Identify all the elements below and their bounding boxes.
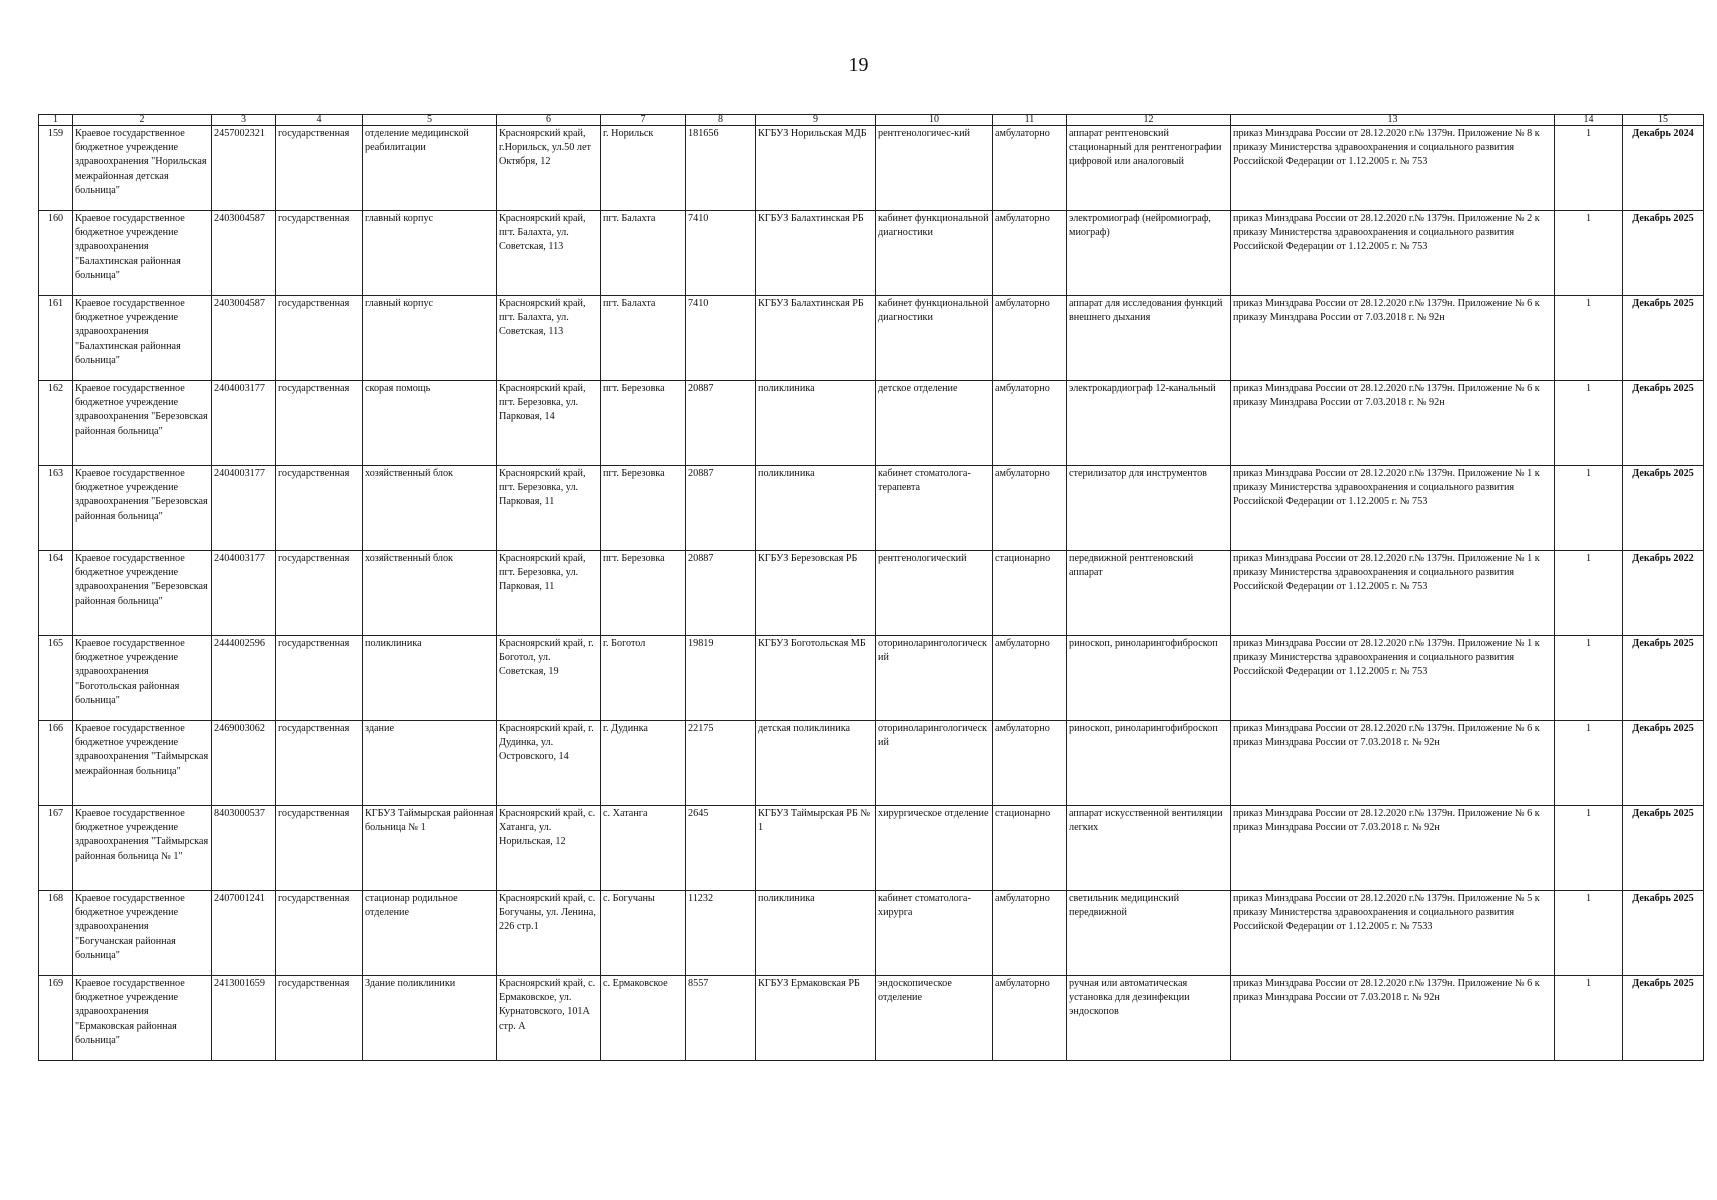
table-row <box>39 211 1704 296</box>
cell-population: 20887 <box>686 551 756 636</box>
cell-ownership-form: государственная <box>276 891 363 976</box>
table-row <box>39 551 1704 636</box>
cell-settlement: г. Норильск <box>601 126 686 211</box>
cell-regulatory-basis: приказ Минздрава России от 28.12.2020 г.№ 1379н. Приложение № 5 к приказу Министерства здравоохранения и социального развития Российской Федерации от 1.12.2005 г. № 7533 <box>1231 891 1555 976</box>
column-header: 15 <box>1623 115 1704 126</box>
column-header: 4 <box>276 115 363 126</box>
cell-subdivision: КГБУЗ Норильская МДБ <box>756 126 876 211</box>
cell-row-number: 161 <box>39 296 73 381</box>
cell-department: эндоскопическое отделение <box>876 976 993 1061</box>
cell-planned-date: Декабрь 2022 <box>1623 551 1704 636</box>
column-header: 10 <box>876 115 993 126</box>
cell-equipment-name: электромиограф (нейромиограф, миограф) <box>1067 211 1231 296</box>
table-row <box>39 891 1704 976</box>
table-row <box>39 126 1704 211</box>
cell-regulatory-basis: приказ Минздрава России от 28.12.2020 г.№ 1379н. Приложение № 1 к приказу Министерства здравоохранения и социального развития Российской Федерации от 1.12.2005 г. № 753 <box>1231 636 1555 721</box>
cell-regulatory-basis: приказ Минздрава России от 28.12.2020 г.№ 1379н. Приложение № 6 к приказ Минздрава России от 7.03.2018 г. № 92н <box>1231 976 1555 1061</box>
table-row <box>39 381 1704 466</box>
cell-ownership-form: государственная <box>276 636 363 721</box>
cell-inn: 2469003062 <box>212 721 276 806</box>
cell-institution-name: Краевое государственное бюджетное учреждение здравоохранения "Таймырская районная больница № 1" <box>73 806 212 891</box>
cell-planned-date: Декабрь 2025 <box>1623 806 1704 891</box>
cell-quantity: 1 <box>1555 806 1623 891</box>
cell-care-conditions: стационарно <box>993 806 1067 891</box>
cell-building: скорая помощь <box>363 381 497 466</box>
cell-row-number: 166 <box>39 721 73 806</box>
cell-care-conditions: амбулаторно <box>993 976 1067 1061</box>
cell-subdivision: КГБУЗ Березовская РБ <box>756 551 876 636</box>
cell-regulatory-basis: приказ Минздрава России от 28.12.2020 г.№ 1379н. Приложение № 6 к приказу Минздрава России от 7.03.2018 г. № 92н <box>1231 381 1555 466</box>
cell-ownership-form: государственная <box>276 466 363 551</box>
cell-institution-name: Краевое государственное бюджетное учреждение здравоохранения "Ермаковская районная больница" <box>73 976 212 1061</box>
cell-institution-name: Краевое государственное бюджетное учреждение здравоохранения "Березовская районная больница" <box>73 551 212 636</box>
cell-planned-date: Декабрь 2025 <box>1623 381 1704 466</box>
cell-building: главный корпус <box>363 211 497 296</box>
cell-equipment-name: риноскоп, риноларингофиброскоп <box>1067 721 1231 806</box>
cell-building: Здание поликлиники <box>363 976 497 1061</box>
column-header: 2 <box>73 115 212 126</box>
cell-ownership-form: государственная <box>276 551 363 636</box>
equipment-table-sheet <box>38 114 1703 1061</box>
column-header: 13 <box>1231 115 1555 126</box>
cell-department: кабинет стоматолога-терапевта <box>876 466 993 551</box>
cell-care-conditions: амбулаторно <box>993 466 1067 551</box>
cell-regulatory-basis: приказ Минздрава России от 28.12.2020 г.№ 1379н. Приложение № 6 к приказу Минздрава России от 7.03.2018 г. № 92н <box>1231 296 1555 381</box>
cell-row-number: 169 <box>39 976 73 1061</box>
cell-quantity: 1 <box>1555 636 1623 721</box>
cell-population: 22175 <box>686 721 756 806</box>
cell-department: кабинет стоматолога-хирурга <box>876 891 993 976</box>
cell-subdivision: КГБУЗ Таймырская РБ № 1 <box>756 806 876 891</box>
cell-ownership-form: государственная <box>276 296 363 381</box>
cell-row-number: 164 <box>39 551 73 636</box>
cell-care-conditions: стационарно <box>993 551 1067 636</box>
cell-equipment-name: светильник медицинский передвижной <box>1067 891 1231 976</box>
cell-institution-name: Краевое государственное бюджетное учреждение здравоохранения "Богучанская районная больница" <box>73 891 212 976</box>
cell-settlement: пгт. Березовка <box>601 551 686 636</box>
cell-settlement: с. Ермаковское <box>601 976 686 1061</box>
cell-care-conditions: амбулаторно <box>993 126 1067 211</box>
table-row <box>39 466 1704 551</box>
cell-settlement: с. Хатанга <box>601 806 686 891</box>
column-header: 11 <box>993 115 1067 126</box>
cell-quantity: 1 <box>1555 381 1623 466</box>
cell-building: хозяйственный блок <box>363 551 497 636</box>
cell-department: рентгенологичес-кий <box>876 126 993 211</box>
table-row <box>39 976 1704 1061</box>
cell-quantity: 1 <box>1555 976 1623 1061</box>
cell-subdivision: поликлиника <box>756 466 876 551</box>
cell-department: кабинет функциональной диагностики <box>876 296 993 381</box>
cell-department: детское отделение <box>876 381 993 466</box>
cell-building: отделение медицинской реабилитации <box>363 126 497 211</box>
cell-inn: 2457002321 <box>212 126 276 211</box>
cell-ownership-form: государственная <box>276 211 363 296</box>
cell-address: Красноярский край, пгт. Балахта, ул. Советская, 113 <box>497 211 601 296</box>
cell-equipment-name: передвижной рентгеновский аппарат <box>1067 551 1231 636</box>
cell-settlement: г. Дудинка <box>601 721 686 806</box>
cell-subdivision: поликлиника <box>756 381 876 466</box>
cell-department: хирургическое отделение <box>876 806 993 891</box>
cell-care-conditions: амбулаторно <box>993 891 1067 976</box>
cell-equipment-name: риноскоп, риноларингофиброскоп <box>1067 636 1231 721</box>
cell-address: Красноярский край, пгт. Березовка, ул. Парковая, 11 <box>497 551 601 636</box>
cell-inn: 2403004587 <box>212 211 276 296</box>
cell-regulatory-basis: приказ Минздрава России от 28.12.2020 г.№ 1379н. Приложение № 1 к приказу Министерства здравоохранения и социального развития Российской Федерации от 1.12.2005 г. № 753 <box>1231 466 1555 551</box>
cell-row-number: 165 <box>39 636 73 721</box>
cell-institution-name: Краевое государственное бюджетное учреждение здравоохранения "Балахтинская районная больница" <box>73 296 212 381</box>
cell-population: 11232 <box>686 891 756 976</box>
cell-institution-name: Краевое государственное бюджетное учреждение здравоохранения "Боготольская районная больница" <box>73 636 212 721</box>
cell-address: Красноярский край, с. Хатанга, ул. Норильская, 12 <box>497 806 601 891</box>
cell-population: 20887 <box>686 381 756 466</box>
cell-population: 8557 <box>686 976 756 1061</box>
cell-inn: 2413001659 <box>212 976 276 1061</box>
cell-department: рентгенологический <box>876 551 993 636</box>
cell-ownership-form: государственная <box>276 976 363 1061</box>
cell-quantity: 1 <box>1555 466 1623 551</box>
cell-subdivision: КГБУЗ Боготольская МБ <box>756 636 876 721</box>
cell-row-number: 159 <box>39 126 73 211</box>
cell-building: поликлиника <box>363 636 497 721</box>
equipment-table <box>38 114 1704 1061</box>
cell-row-number: 163 <box>39 466 73 551</box>
cell-institution-name: Краевое государственное бюджетное учреждение здравоохранения "Норильская межрайонная детская больница" <box>73 126 212 211</box>
cell-settlement: пгт. Балахта <box>601 296 686 381</box>
cell-institution-name: Краевое государственное бюджетное учреждение здравоохранения "Балахтинская районная больница" <box>73 211 212 296</box>
cell-subdivision: КГБУЗ Ермаковская РБ <box>756 976 876 1061</box>
cell-planned-date: Декабрь 2025 <box>1623 636 1704 721</box>
cell-regulatory-basis: приказ Минздрава России от 28.12.2020 г.№ 1379н. Приложение № 2 к приказу Министерства здравоохранения и социального развития Российской Федерации от 1.12.2005 г. № 753 <box>1231 211 1555 296</box>
cell-equipment-name: аппарат рентгеновский стационарный для рентгенографии цифровой или аналоговый <box>1067 126 1231 211</box>
cell-department: оториноларингологический <box>876 721 993 806</box>
cell-inn: 2403004587 <box>212 296 276 381</box>
cell-building: здание <box>363 721 497 806</box>
column-header: 6 <box>497 115 601 126</box>
cell-institution-name: Краевое государственное бюджетное учреждение здравоохранения "Березовская районная больница" <box>73 466 212 551</box>
column-header: 9 <box>756 115 876 126</box>
cell-ownership-form: государственная <box>276 126 363 211</box>
column-header: 3 <box>212 115 276 126</box>
cell-address: Красноярский край, с. Ермаковское, ул. Курнатовского, 101А стр. А <box>497 976 601 1061</box>
cell-settlement: пгт. Балахта <box>601 211 686 296</box>
cell-department: оториноларингологический <box>876 636 993 721</box>
cell-equipment-name: аппарат искусственной вентиляции легких <box>1067 806 1231 891</box>
table-row <box>39 721 1704 806</box>
cell-ownership-form: государственная <box>276 721 363 806</box>
page-number: 19 <box>848 54 869 76</box>
cell-planned-date: Декабрь 2025 <box>1623 211 1704 296</box>
cell-planned-date: Декабрь 2025 <box>1623 721 1704 806</box>
cell-population: 7410 <box>686 211 756 296</box>
table-body <box>39 126 1704 1061</box>
column-header: 5 <box>363 115 497 126</box>
cell-planned-date: Декабрь 2025 <box>1623 891 1704 976</box>
cell-settlement: г. Боготол <box>601 636 686 721</box>
cell-address: Красноярский край, пгт. Березовка, ул. Парковая, 14 <box>497 381 601 466</box>
cell-quantity: 1 <box>1555 211 1623 296</box>
cell-quantity: 1 <box>1555 126 1623 211</box>
cell-regulatory-basis: приказ Минздрава России от 28.12.2020 г.№ 1379н. Приложение № 8 к приказу Министерства здравоохранения и социального развития Российской Федерации от 1.12.2005 г. № 753 <box>1231 126 1555 211</box>
column-header: 14 <box>1555 115 1623 126</box>
cell-building: стационар родильное отделение <box>363 891 497 976</box>
cell-subdivision: поликлиника <box>756 891 876 976</box>
cell-equipment-name: ручная или автоматическая установка для дезинфекции эндоскопов <box>1067 976 1231 1061</box>
cell-population: 7410 <box>686 296 756 381</box>
column-header: 7 <box>601 115 686 126</box>
cell-institution-name: Краевое государственное бюджетное учреждение здравоохранения "Березовская районная больница" <box>73 381 212 466</box>
cell-population: 19819 <box>686 636 756 721</box>
cell-planned-date: Декабрь 2025 <box>1623 976 1704 1061</box>
cell-subdivision: КГБУЗ Балахтинская РБ <box>756 296 876 381</box>
cell-subdivision: КГБУЗ Балахтинская РБ <box>756 211 876 296</box>
table-row <box>39 296 1704 381</box>
cell-care-conditions: амбулаторно <box>993 721 1067 806</box>
table-row <box>39 806 1704 891</box>
cell-inn: 2404003177 <box>212 466 276 551</box>
cell-subdivision: детская поликлиника <box>756 721 876 806</box>
cell-quantity: 1 <box>1555 296 1623 381</box>
cell-institution-name: Краевое государственное бюджетное учреждение здравоохранения "Таймырская межрайонная больница" <box>73 721 212 806</box>
cell-equipment-name: аппарат для исследования функций внешнего дыхания <box>1067 296 1231 381</box>
cell-building: КГБУЗ Таймырская районная больница № 1 <box>363 806 497 891</box>
cell-row-number: 167 <box>39 806 73 891</box>
cell-building: главный корпус <box>363 296 497 381</box>
cell-address: Красноярский край, пгт. Березовка, ул. Парковая, 11 <box>497 466 601 551</box>
cell-building: хозяйственный блок <box>363 466 497 551</box>
cell-population: 2645 <box>686 806 756 891</box>
cell-inn: 8403000537 <box>212 806 276 891</box>
cell-inn: 2404003177 <box>212 551 276 636</box>
cell-settlement: пгт. Березовка <box>601 381 686 466</box>
cell-population: 181656 <box>686 126 756 211</box>
column-header: 8 <box>686 115 756 126</box>
cell-planned-date: Декабрь 2025 <box>1623 296 1704 381</box>
cell-settlement: с. Богучаны <box>601 891 686 976</box>
cell-inn: 2407001241 <box>212 891 276 976</box>
cell-address: Красноярский край, г. Боготол, ул. Советская, 19 <box>497 636 601 721</box>
cell-regulatory-basis: приказ Минздрава России от 28.12.2020 г.№ 1379н. Приложение № 1 к приказу Министерства здравоохранения и социального развития Российской Федерации от 1.12.2005 г. № 753 <box>1231 551 1555 636</box>
cell-ownership-form: государственная <box>276 806 363 891</box>
cell-row-number: 168 <box>39 891 73 976</box>
cell-address: Красноярский край, пгт. Балахта, ул. Советская, 113 <box>497 296 601 381</box>
cell-address: Красноярский край, г. Дудинка, ул. Островского, 14 <box>497 721 601 806</box>
column-header: 12 <box>1067 115 1231 126</box>
cell-care-conditions: амбулаторно <box>993 381 1067 466</box>
cell-planned-date: Декабрь 2024 <box>1623 126 1704 211</box>
cell-equipment-name: электрокардиограф 12-канальный <box>1067 381 1231 466</box>
cell-population: 20887 <box>686 466 756 551</box>
column-number-row <box>39 115 1704 126</box>
cell-equipment-name: стерилизатор для инструментов <box>1067 466 1231 551</box>
cell-quantity: 1 <box>1555 551 1623 636</box>
cell-address: Красноярский край, с. Богучаны, ул. Ленина, 226 стр.1 <box>497 891 601 976</box>
cell-row-number: 162 <box>39 381 73 466</box>
table-row <box>39 636 1704 721</box>
cell-inn: 2404003177 <box>212 381 276 466</box>
cell-address: Красноярский край, г.Норильск, ул.50 лет Октября, 12 <box>497 126 601 211</box>
cell-row-number: 160 <box>39 211 73 296</box>
cell-care-conditions: амбулаторно <box>993 636 1067 721</box>
cell-department: кабинет функциональной диагностики <box>876 211 993 296</box>
cell-planned-date: Декабрь 2025 <box>1623 466 1704 551</box>
cell-regulatory-basis: приказ Минздрава России от 28.12.2020 г.№ 1379н. Приложение № 6 к приказ Минздрава России от 7.03.2018 г. № 92н <box>1231 806 1555 891</box>
cell-ownership-form: государственная <box>276 381 363 466</box>
cell-quantity: 1 <box>1555 721 1623 806</box>
cell-settlement: пгт. Березовка <box>601 466 686 551</box>
cell-care-conditions: амбулаторно <box>993 296 1067 381</box>
column-header: 1 <box>39 115 73 126</box>
cell-regulatory-basis: приказ Минздрава России от 28.12.2020 г.№ 1379н. Приложение № 6 к приказ Минздрава России от 7.03.2018 г. № 92н <box>1231 721 1555 806</box>
cell-care-conditions: амбулаторно <box>993 211 1067 296</box>
cell-inn: 2444002596 <box>212 636 276 721</box>
cell-quantity: 1 <box>1555 891 1623 976</box>
